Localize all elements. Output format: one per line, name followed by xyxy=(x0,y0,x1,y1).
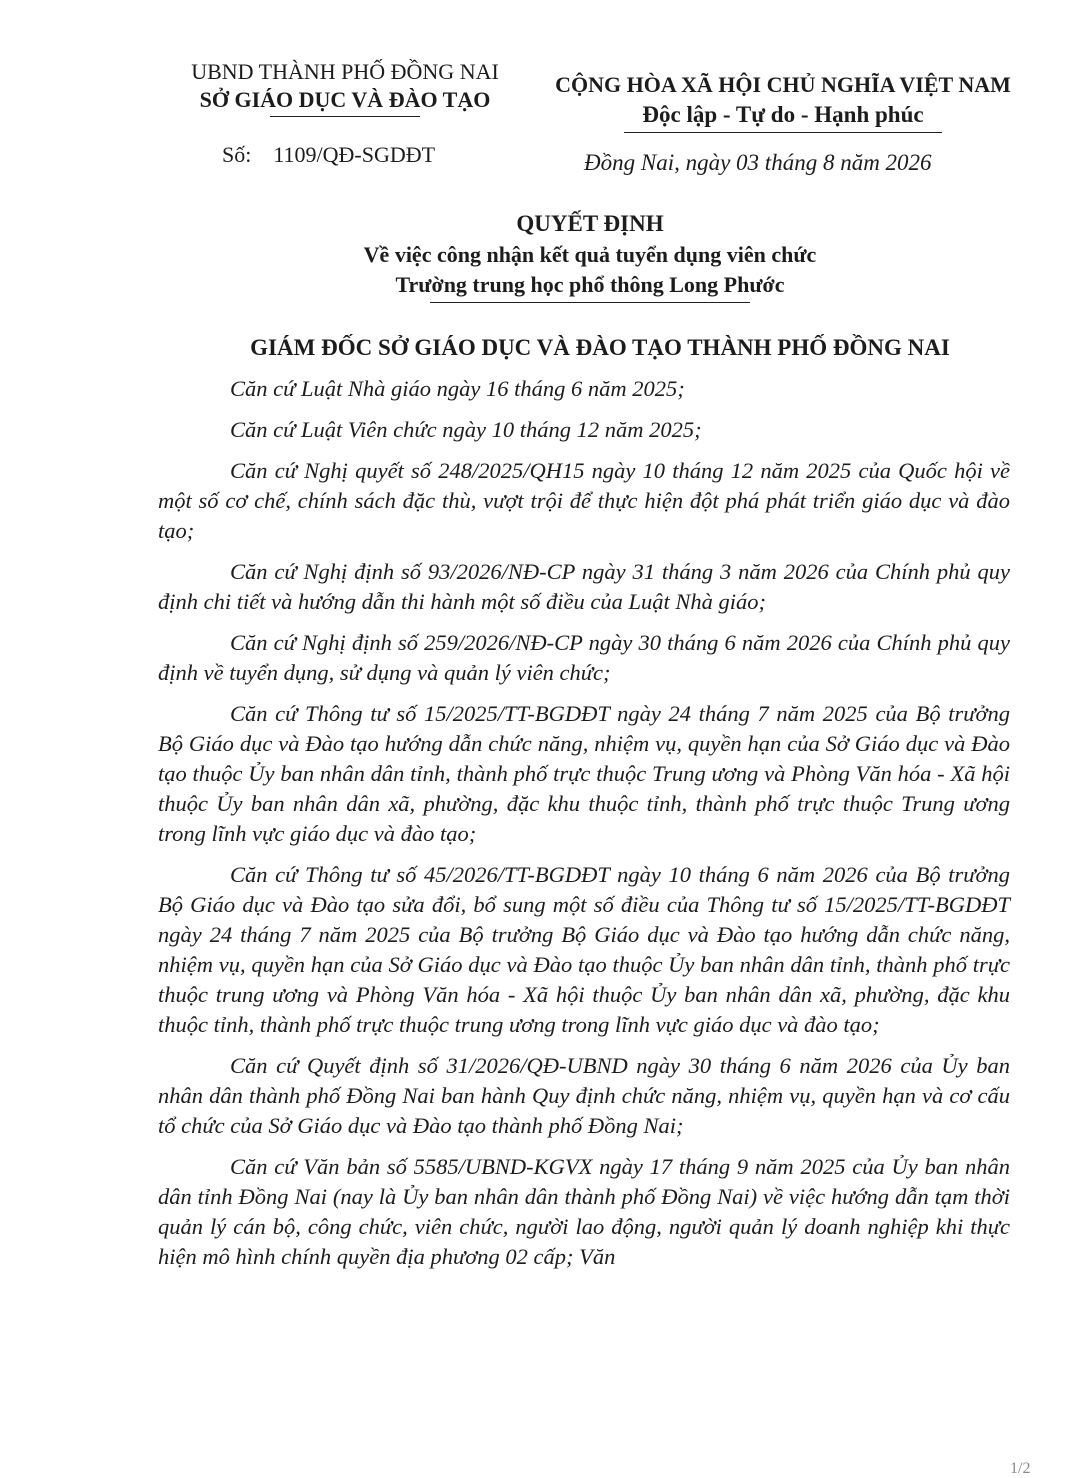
legal-basis-paragraph: Căn cứ Thông tư số 15/2025/TT-BGDĐT ngày 24 tháng 7 năm 2025 của Bộ trưởng Bộ Giáo dục và Đào tạo hướng dẫn chức năng, nhiệm vụ, quyền hạn của Sở Giáo dục và Đào tạo thuộc Ủy ban nhân dân tỉnh, thành phố trực thuộc Trung ương và Phòng Văn hóa - Xã hội thuộc Ủy ban nhân dân xã, phường, đặc khu thuộc tỉnh, thành phố trực thuộc Trung ương trong lĩnh vực giáo dục và đào tạo; xyxy=(158,701,1010,846)
national-motto: Độc lập - Tự do - Hạnh phúc xyxy=(642,102,924,127)
legal-basis-paragraph: Căn cứ Nghị định số 93/2026/NĐ-CP ngày 31 tháng 3 năm 2026 của Chính phủ quy định chi tiết và hướng dẫn thi hành một số điều của Luật Nhà giáo; xyxy=(158,559,1010,614)
national-header xyxy=(528,70,1038,133)
agency-parent: UBND THÀNH PHỐ ĐỒNG NAI xyxy=(191,59,499,84)
decision-subject-line2: Trường trung học phổ thông Long Phước xyxy=(395,272,785,297)
national-title: CỘNG HÒA XÃ HỘI CHỦ NGHĨA VIỆT NAM xyxy=(555,72,1011,97)
legal-basis-paragraph: Căn cứ Thông tư số 45/2026/TT-BGDĐT ngày 10 tháng 6 năm 2026 của Bộ trưởng Bộ Giáo dục và Đào tạo sửa đổi, bổ sung một số điều của Thông tư số 15/2025/TT-BGDĐT ngày 24 tháng 7 năm 2025 của Bộ trưởng Bộ Giáo dục và Đào tạo hướng dẫn chức năng, nhiệm vụ, quyền hạn của Sở Giáo dục và Đào tạo thuộc Ủy ban nhân dân tỉnh, thành phố trực thuộc trung ương và Phòng Văn hóa - Xã hội thuộc Ủy ban nhân dân xã, phường, đặc khu thuộc tỉnh, thành phố trực thuộc trung ương trong lĩnh vực giáo dục và đào tạo; xyxy=(158,862,1010,1037)
legal-basis-paragraph: Căn cứ Văn bản số 5585/UBND-KGVX ngày 17 tháng 9 năm 2025 của Ủy ban nhân dân tỉnh Đồng Nai (nay là Ủy ban nhân dân thành phố Đồng Nai) về việc hướng dẫn tạm thời quản lý cán bộ, công chức, viên chức, người lao động, người quản lý doanh nghiệp khi thực hiện mô hình chính quyền địa phương 02 cấp; Văn xyxy=(158,1154,1010,1269)
decision-title xyxy=(160,208,1020,303)
legal-basis-paragraph: Căn cứ Nghị quyết số 248/2025/QH15 ngày 10 tháng 12 năm 2025 của Quốc hội về một số cơ chế, chính sách đặc thù, vượt trội để thực hiện đột phá phát triển giáo dục và đào tạo; xyxy=(158,458,1010,543)
document-number xyxy=(222,142,435,168)
title-underline xyxy=(430,302,750,303)
issue-date: Đồng Nai, ngày 03 tháng 8 năm 2026 xyxy=(584,150,932,175)
issuer-line: GIÁM ĐỐC SỞ GIÁO DỤC VÀ ĐÀO TẠO THÀNH PHỐ ĐỒNG NAI xyxy=(250,335,950,360)
page-indicator: 1/2 xyxy=(1010,1460,1031,1477)
motto-underline xyxy=(624,132,942,133)
document-body xyxy=(158,374,1010,1283)
legal-basis-paragraph: Căn cứ Luật Viên chức ngày 10 tháng 12 năm 2025; xyxy=(230,417,702,442)
document-number-value: 1109/QĐ-SGDĐT xyxy=(273,142,436,167)
agency-name: SỞ GIÁO DỤC VÀ ĐÀO TẠO xyxy=(199,87,491,112)
legal-basis-paragraph: Căn cứ Luật Nhà giáo ngày 16 tháng 6 năm 2025; xyxy=(230,376,685,401)
legal-basis-paragraph: Căn cứ Quyết định số 31/2026/QĐ-UBND ngày 30 tháng 6 năm 2026 của Ủy ban nhân dân thành phố Đồng Nai ban hành Quy định chức năng, nhiệm vụ, quyền hạn và cơ cấu tổ chức của Sở Giáo dục và Đào tạo thành phố Đồng Nai; xyxy=(158,1053,1010,1138)
decision-subject-line1: Về việc công nhận kết quả tuyển dụng viên chức xyxy=(363,242,817,267)
agency-underline xyxy=(270,116,420,117)
agency-header xyxy=(170,58,520,117)
document-number-label: Số: xyxy=(222,142,252,167)
legal-basis-paragraph: Căn cứ Nghị định số 259/2026/NĐ-CP ngày 30 tháng 6 năm 2026 của Chính phủ quy định về tuyển dụng, sử dụng và quản lý viên chức; xyxy=(158,630,1010,685)
decision-heading: QUYẾT ĐỊNH xyxy=(516,211,664,236)
